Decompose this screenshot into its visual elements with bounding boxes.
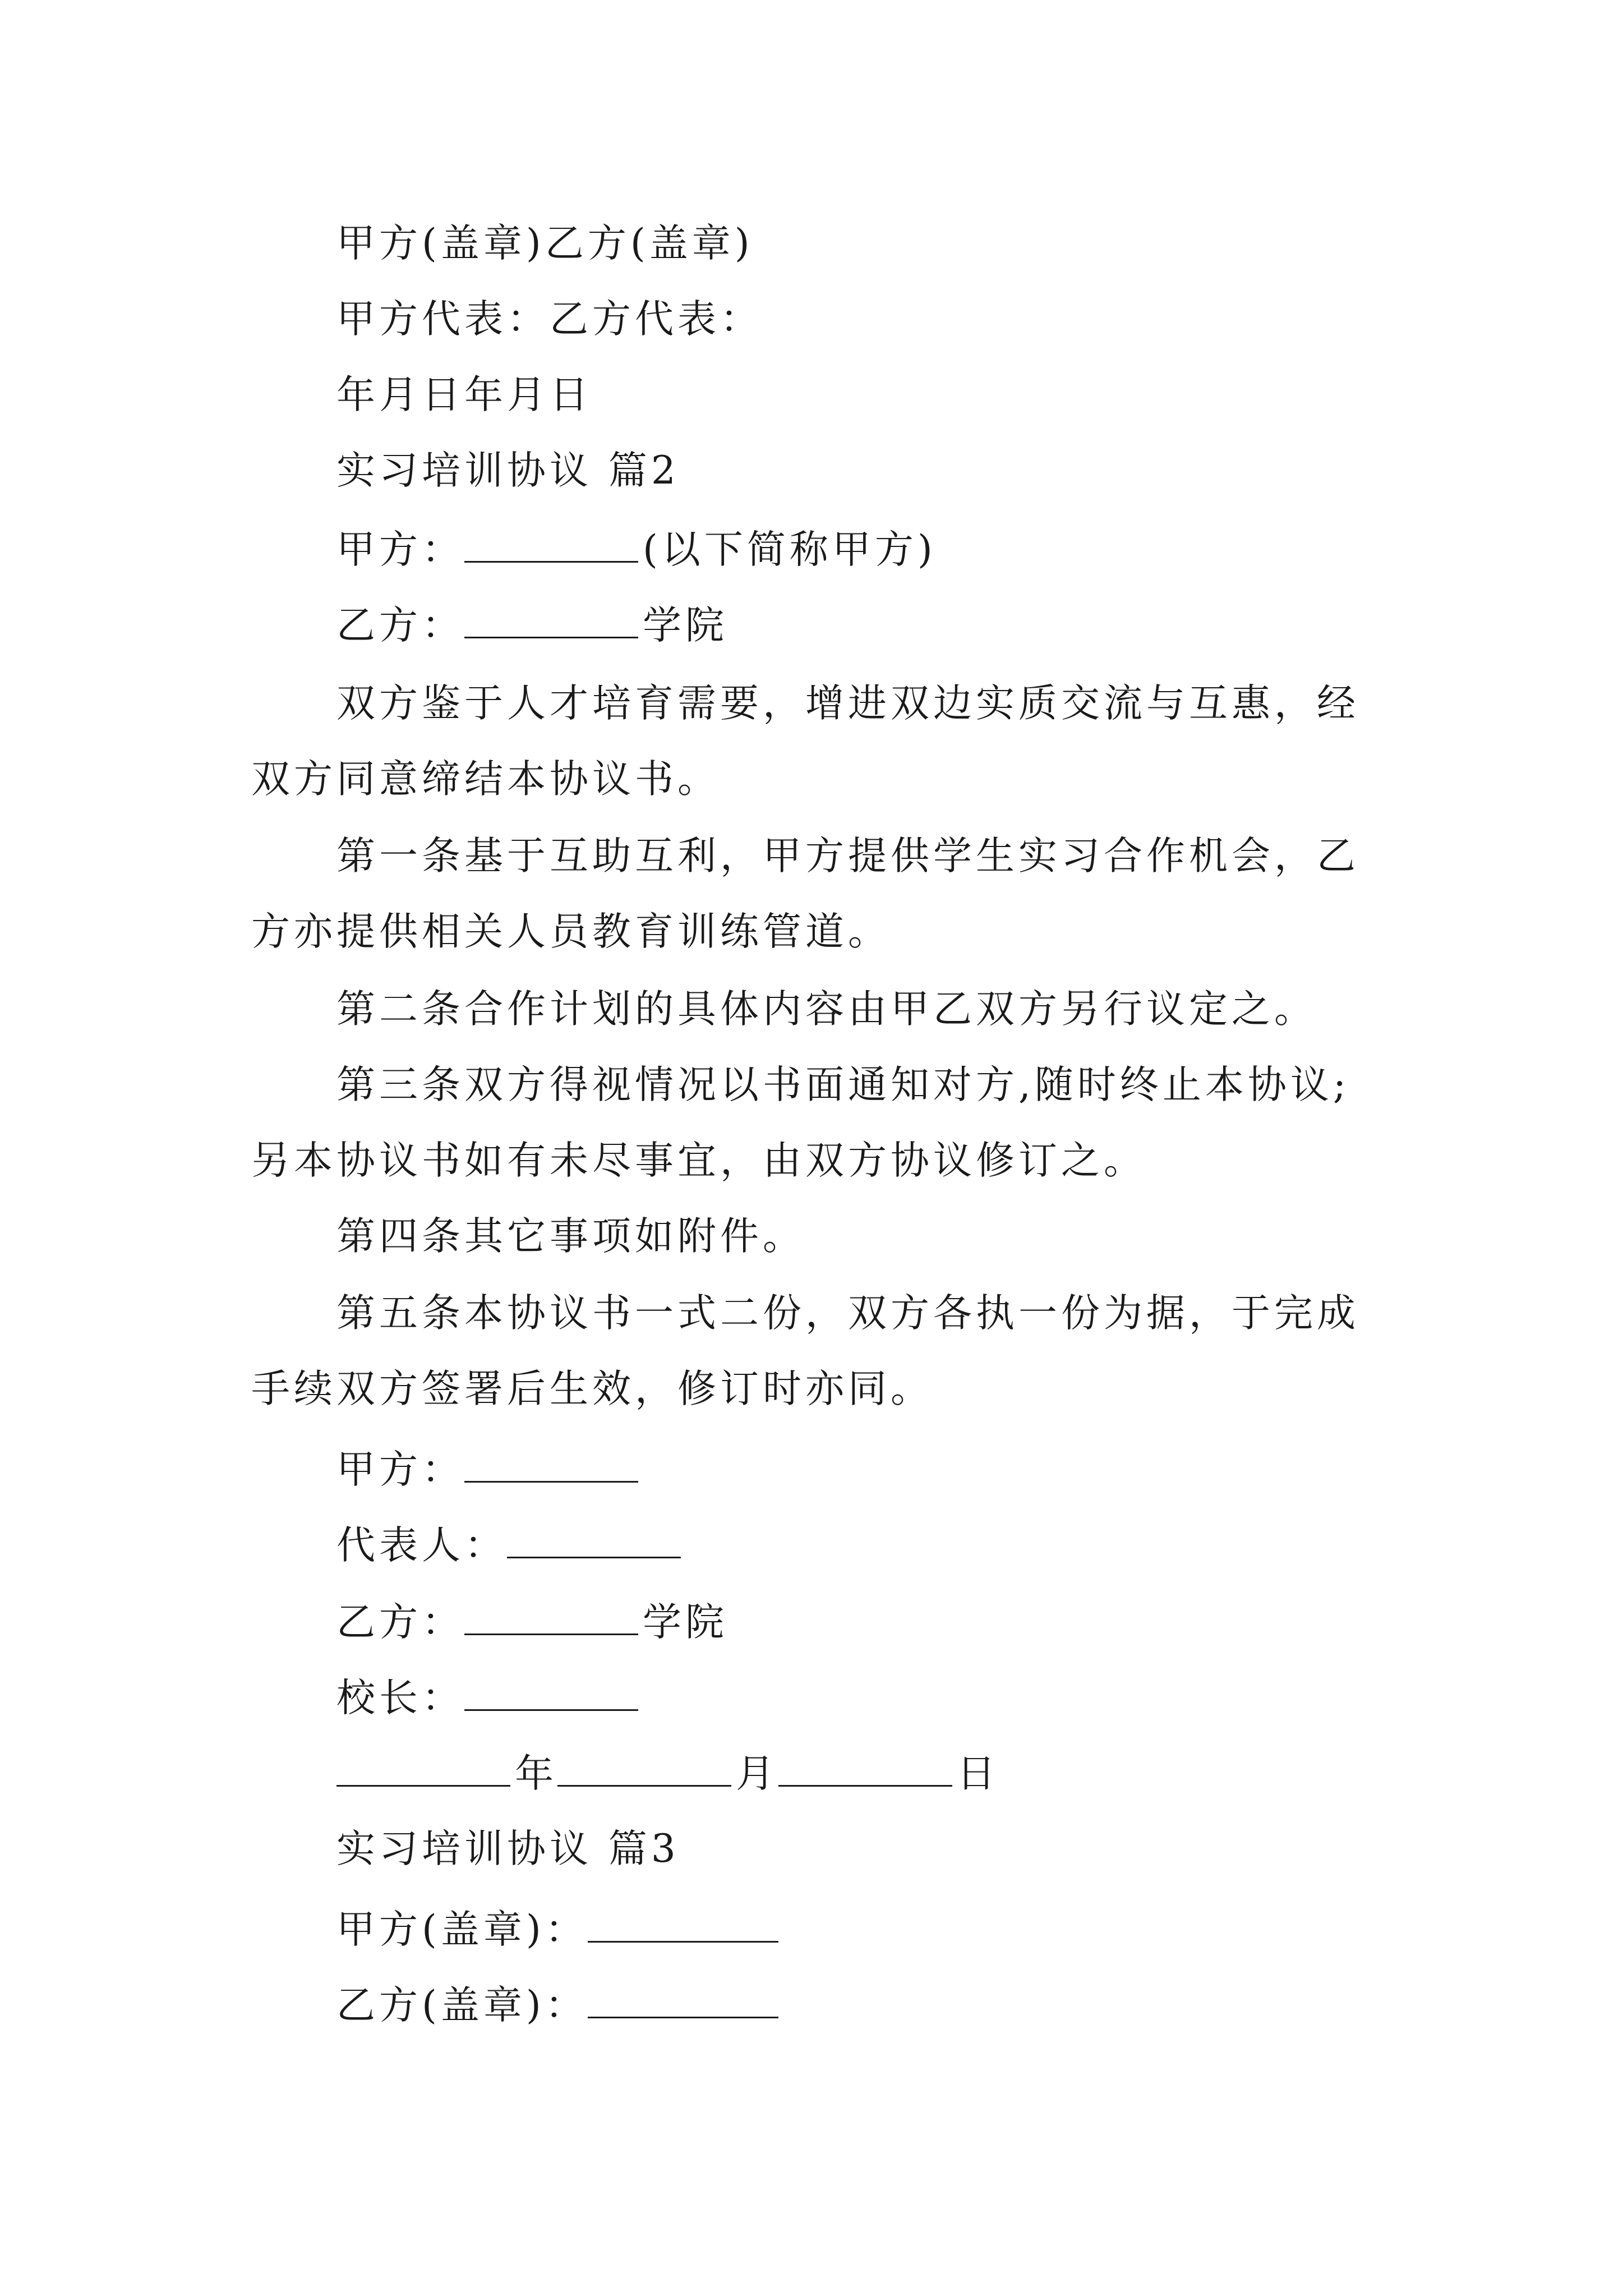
year-label: 年 (515, 1751, 557, 1796)
signature-line: 甲方(盖章)乙方(盖章) (336, 221, 754, 266)
paragraph-line: 双方鉴于人才培育需要，增进双边实质交流与互惠，经 (336, 681, 1359, 726)
article-3-line: 第三条双方得视情况以书面通知对方,随时终止本协议; (336, 1062, 1350, 1107)
article-1-line: 方亦提供相关人员教育训练管道。 (251, 909, 891, 954)
sign-principal (336, 1676, 643, 1718)
field-suffix: 学院 (643, 603, 728, 648)
blank-day (778, 1751, 952, 1787)
blank-field (507, 1523, 681, 1558)
field-label: 甲方： (336, 1447, 464, 1492)
sign-party-b (336, 1600, 728, 1645)
article-3-line: 另本协议书如有未尽事宜，由双方协议修订之。 (251, 1138, 1146, 1183)
blank-field (588, 1983, 778, 2018)
blank-field (464, 527, 638, 563)
sign-party-a (336, 1447, 643, 1492)
field-suffix: (以下简称甲方) (643, 527, 937, 572)
section-heading: 实习培训协议 篇3 (336, 1826, 680, 1871)
field-suffix: 学院 (643, 1600, 728, 1645)
article-5-line: 第五条本协议书一式二份，双方各执一份为据，于完成 (336, 1291, 1359, 1336)
sign-date-line (336, 1751, 999, 1796)
date-line: 年月日年月日 (336, 372, 592, 417)
representative-line: 甲方代表：乙方代表： (336, 297, 763, 342)
seal-party-a (336, 1907, 783, 1952)
paragraph-line: 双方同意缔结本协议书。 (251, 757, 720, 802)
article-5-line: 手续双方签署后生效，修订时亦同。 (251, 1366, 933, 1411)
blank-month (557, 1751, 731, 1787)
blank-field (464, 1600, 638, 1635)
field-label: 代表人： (336, 1523, 507, 1568)
article-4-line: 第四条其它事项如附件。 (336, 1214, 805, 1259)
blank-field (588, 1907, 778, 1943)
seal-party-b (336, 1983, 783, 2028)
field-label: 校长： (336, 1676, 464, 1720)
field-label: 甲方(盖章)： (336, 1907, 588, 1952)
blank-field (464, 1447, 638, 1483)
blank-field (464, 603, 638, 638)
article-2-line: 第二条合作计划的具体内容由甲乙双方另行议定之。 (336, 987, 1317, 1032)
field-label: 乙方： (336, 1600, 464, 1645)
section-heading: 实习培训协议 篇2 (336, 448, 680, 493)
field-label: 乙方(盖章)： (336, 1983, 588, 2028)
month-label: 月 (736, 1751, 778, 1796)
day-label: 日 (957, 1751, 999, 1796)
field-label: 乙方： (336, 603, 464, 648)
article-1-line: 第一条基于互助互利，甲方提供学生实习合作机会，乙 (336, 834, 1359, 878)
party-a-line (336, 527, 937, 572)
party-b-line (336, 603, 728, 648)
blank-year (336, 1751, 510, 1787)
field-label: 甲方： (336, 527, 464, 572)
sign-representative (336, 1523, 685, 1568)
blank-field (464, 1676, 638, 1711)
